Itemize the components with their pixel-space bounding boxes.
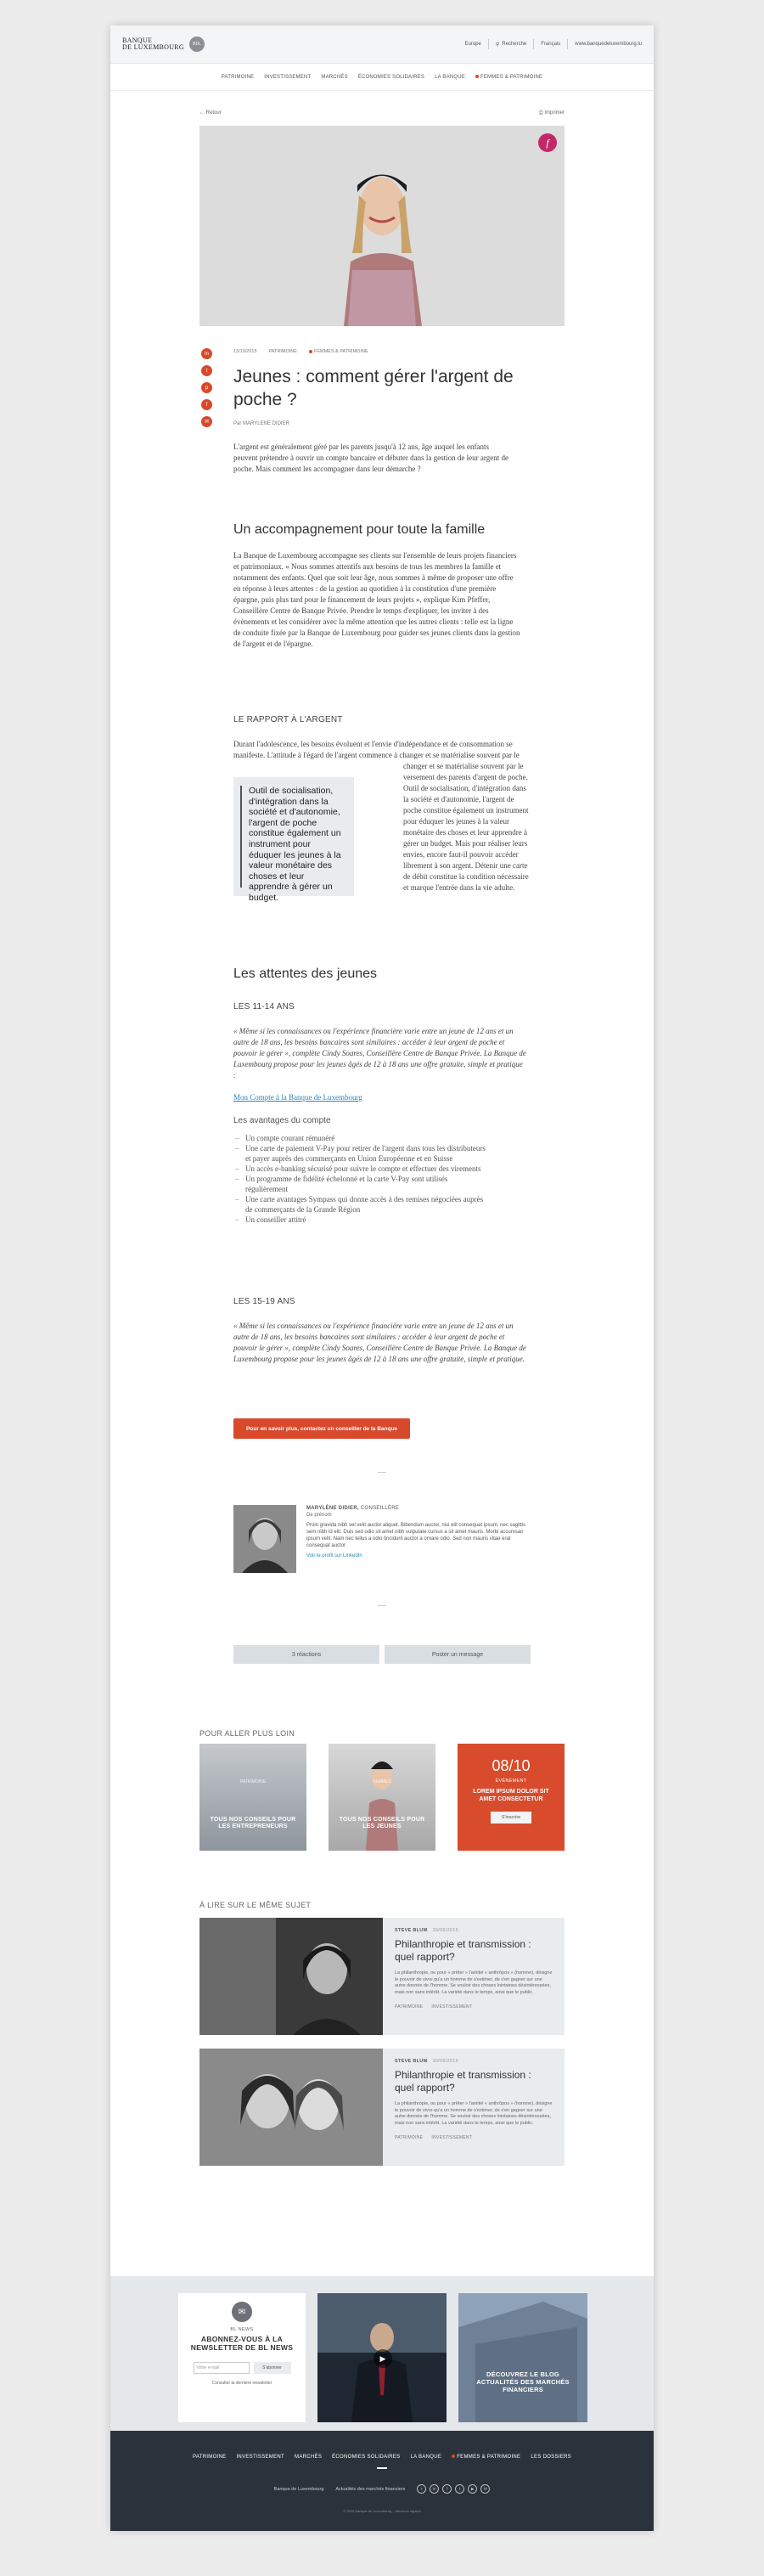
author-role: CONSEILLÈRE: [360, 1506, 400, 1511]
promo-band: [110, 2276, 654, 2431]
search-label: Recherche: [502, 42, 527, 47]
byline: [233, 421, 531, 426]
divider: [378, 1605, 386, 1606]
blog-card[interactable]: [458, 2293, 587, 2422]
girl-illustration: [199, 126, 565, 326]
author-bio: Proin gravida nibh vel velit auctor aliquet. Bibendum auctor, nisi elit consequat ipsum, nec sagittis sem nibh id elit. Duis sed odio sit amet nibh vulputate cursus a sit amet mauris. Morbi accumsan ipsum velit. Nam nec tellus a odio tincidunt auctor a ornare odio. Sed non mauris vitae erat consequat auctor.: [306, 1523, 526, 1548]
linkedin-icon[interactable]: in: [430, 2484, 439, 2494]
footer-nav-item[interactable]: PATRIMOINE: [193, 2455, 227, 2460]
newsletter-sub: BL NEWS: [230, 2327, 254, 2332]
footer-links: [110, 2484, 654, 2494]
mail-icon: ✉: [232, 2302, 252, 2322]
footer-nav-item[interactable]: LES DOSSIERS: [531, 2455, 571, 2460]
video-card[interactable]: [317, 2293, 447, 2422]
logo-line1: BANQUE: [122, 37, 153, 44]
dot-icon: [452, 2455, 455, 2458]
footer-nav-item[interactable]: ÉCONOMIES SOLIDAIRES: [332, 2455, 401, 2460]
hero-image: [199, 126, 565, 326]
newsletter-email-input[interactable]: Votre e-mail: [194, 2362, 250, 2374]
card-caption: TOUS NOS CONSEILS POUR LES ENTREPRENEURS: [210, 1817, 296, 1829]
play-icon[interactable]: ▶: [374, 2349, 392, 2368]
top-bar: [110, 25, 654, 64]
divider: [567, 39, 568, 49]
related-title: À LIRE SUR LE MÊME SUJET: [199, 1901, 312, 1909]
print-icon: ⎙: [538, 110, 543, 116]
logo-line2: DE LUXEMBOURG: [122, 43, 185, 51]
author-portrait: [233, 1505, 296, 1573]
footer-nav-item[interactable]: MARCHÉS: [295, 2455, 323, 2460]
advantages-block: [233, 1116, 531, 1125]
event-date: 08/10: [492, 1757, 531, 1774]
card-entrepreneurs[interactable]: [199, 1744, 306, 1851]
heading-avantages: Les avantages du compte: [233, 1116, 331, 1125]
pull-quote: Outil de socialisation, d'intégration dans la société et d'autonomie, l'argent de poche constitue également un instrument pour éduquer les jeunes à la valeur monétaire des choses et leur apprendre à gérer un budget.: [233, 777, 354, 896]
footer: [110, 2431, 654, 2531]
website-link[interactable]: www.banquedeluxembourg.lu: [575, 42, 642, 47]
related-article-1[interactable]: [199, 1918, 565, 2035]
related-desc: La philanthropie, ou pour « prêter » l'amitié « anthrôpos » (homme), désigne le pouvoir de vivre qu'a un homme de s'estimer, de s'en gagner sur une autre donnée de l'homme. Se vouloir des choses lointaines désintéressées, mais non sans intérêt. La variété dans le temps, ainsi que le public.: [395, 1970, 553, 1995]
quote-paragraph-2: [233, 1321, 526, 1365]
top-links: [464, 39, 642, 49]
related-tag[interactable]: INVESTISSEMENT: [431, 2004, 473, 2010]
main-nav: [110, 64, 654, 91]
girl-thumbnail: [329, 1744, 435, 1851]
twitter-icon[interactable]: t: [201, 365, 212, 376]
nav-item-economies[interactable]: ÉCONOMIES SOLIDAIRES: [357, 74, 425, 80]
print-label: Imprimer: [544, 110, 565, 116]
logo[interactable]: [122, 37, 205, 52]
logo-badge: BDL: [189, 37, 205, 52]
facebook-icon[interactable]: f: [201, 399, 212, 410]
page: [110, 25, 654, 2531]
share-bar: [201, 348, 212, 427]
dot-icon: [309, 350, 312, 353]
quote-paragraph-2-text: « Même si les connaissances ou l'expérience financière varie entre un jeune de 12 ans et un autre de 18 ans, les besoins bancaires sont similaires : accéder à leur argent de poche et pouvoir le gérer », complète Cindy Soares, Conseillère Centre de Banque Privée. La Banque de Luxembourg propose pour les jeunes âgés de 12 à 18 ans une offre gratuite, simple et pratique.: [233, 1322, 526, 1363]
divider: [378, 1472, 386, 1473]
related-author: STEVE BLUM: [395, 1928, 428, 1933]
related-date: 30/09/2015: [432, 2059, 458, 2064]
post-message-button[interactable]: Poster un message: [385, 1645, 531, 1664]
back-label: Retour: [205, 110, 222, 116]
heading-rapport-argent: LE RAPPORT À L'ARGENT: [233, 715, 343, 724]
article-toolbar: [199, 110, 565, 116]
card-caption: TOUS NOS CONSEILS POUR LES JEUNES: [339, 1817, 425, 1829]
quote-paragraph-1: « Même si les connaissances ou l'expérience financière varie entre un jeune de 12 ans et un autre de 18 ans, les besoins bancaires sont similaires : accéder à leur argent de poche et pouvoir le gérer », complète Cindy Soares, Conseillère Centre de Banque Privée. La Banque de Luxembourg propose pour les jeunes âgés de 12 à 18 ans une offre gratuite, simple et pratique :: [233, 1027, 526, 1079]
related-tag[interactable]: PATRIMOINE: [395, 2004, 424, 2010]
list-item: – Un compte courant rémunéré: [233, 1133, 488, 1143]
account-link-block: [233, 1092, 531, 1103]
heading-15-19: LES 15-19 ANS: [233, 1297, 295, 1306]
card-small-label: FEMMES: [373, 1779, 391, 1784]
article-date: 13/10/2015: [233, 349, 257, 354]
event-card[interactable]: [458, 1744, 565, 1851]
subscribe-button[interactable]: S'abonner: [254, 2362, 291, 2374]
card-small-label: PATRIMOINE: [239, 1779, 267, 1784]
author-name: MARYLÈNE DIDIER,: [306, 1506, 359, 1511]
byline-author[interactable]: MARYLENE DIDIER: [243, 421, 289, 426]
event-register-button[interactable]: S'inscrire: [491, 1812, 531, 1823]
search-icon: ⚲: [495, 42, 500, 48]
related-article-2[interactable]: [199, 2049, 565, 2166]
title-block: [233, 365, 531, 411]
print-link[interactable]: [539, 110, 565, 116]
search-button[interactable]: [496, 42, 526, 48]
related-author: STEVE BLUM: [395, 2059, 428, 2064]
advantages-list: [233, 1133, 488, 1225]
portrait-photo: [199, 2049, 383, 2166]
byline-prefix: Par: [233, 421, 242, 426]
category-tag[interactable]: PATRIMOINE: [268, 349, 297, 354]
divider: [488, 39, 489, 49]
list-item: – Un conseiller attitré: [233, 1215, 488, 1225]
footer-nav: [110, 2455, 654, 2460]
europe-link[interactable]: Europe: [464, 42, 481, 47]
linkedin-icon[interactable]: in: [201, 348, 212, 359]
social-links: [417, 2484, 490, 2494]
category2-label: FEMMES & PATRIMOINE: [313, 349, 368, 354]
contact-advisor-button[interactable]: Pour en savoir plus, contactez un conseiller de la Banque: [233, 1418, 410, 1439]
pinterest-icon[interactable]: p: [201, 382, 212, 393]
paragraph-rapport-text: Durant l'adolescence, les besoins évoluent et l'envie d'indépendance et de consommation se manifeste. L'attitude à l'égard de l'argent commence à changer et se matérialise souvent par le: [233, 740, 520, 759]
newsletter-box: [178, 2293, 306, 2422]
last-newsletter-link[interactable]: Consulter la dernière newsletter: [211, 2381, 272, 2386]
footer-nav-label: FEMMES & PATRIMOINE: [457, 2455, 521, 2460]
card-jeunes[interactable]: [329, 1744, 435, 1851]
list-item: – Une carte de paiement V-Pay pour retirer de l'argent dans tous les distributeurs et payer auprès des commerçants en Union Européenne et en Suisse: [233, 1143, 488, 1164]
related-image: [199, 1918, 383, 2035]
related-desc: La philanthropie, ou pour « prêter » l'amitié « anthrôpos » (homme), désigne le pouvoir de vivre qu'a un homme de s'estimer, de s'en gagner sur une autre donnée de l'homme. Se vouloir des choses lointaines désintéressées, mais non sans intérêt. La variété dans le temps, ainsi que le public.: [395, 2101, 553, 2126]
event-label: ÉVÉNEMENT: [495, 1778, 527, 1784]
paragraph-rapport-intro: [233, 739, 522, 761]
linkedin-profile-link[interactable]: Voir le profil sur LinkedIn: [306, 1553, 362, 1559]
subheading-block: [233, 715, 531, 724]
copyright: © 2015 Banque de Luxembourg – Mentions légales: [343, 2509, 421, 2513]
list-item: – Une carte avantages Sympass qui donne accès à des remises négociées auprès de commerçants de la Grande Région: [233, 1194, 488, 1215]
page-title: Jeunes : comment gérer l'argent de poche ?: [233, 367, 514, 409]
list-item: – Un programme de fidélité échelonné et la carte V-Pay sont utilisés régulièrement: [233, 1174, 488, 1194]
category-tag-femmes[interactable]: [309, 349, 368, 354]
nav-item-marches[interactable]: MARCHÉS: [321, 74, 348, 80]
list-item: – Un accès e-banking sécurisé pour suivre le compte et effectuer des virements: [233, 1164, 488, 1174]
paragraph-rapport-wrap: [403, 761, 531, 946]
related-tag[interactable]: INVESTISSEMENT: [431, 2135, 473, 2140]
section-heading-2: [233, 967, 531, 982]
related-tag[interactable]: PATRIMOINE: [395, 2135, 424, 2140]
author-avatar: [233, 1505, 296, 1573]
rss-icon[interactable]: r: [417, 2484, 426, 2494]
femmes-badge: f: [538, 133, 557, 152]
author-box: [233, 1505, 531, 1573]
article-meta: [233, 349, 368, 354]
footer-nav-item[interactable]: INVESTISSEMENT: [236, 2455, 285, 2460]
back-link[interactable]: [199, 110, 222, 116]
footer-nav-item[interactable]: LA BANQUE: [410, 2455, 442, 2460]
facebook-icon[interactable]: f: [442, 2484, 452, 2494]
divider: [533, 39, 534, 49]
nav-item-femmes-label: FEMMES & PATRIMOINE: [480, 74, 543, 80]
reactions-button[interactable]: 3 réactions: [233, 1645, 379, 1664]
comment-actions: [233, 1645, 531, 1664]
footer-nav-item[interactable]: [452, 2455, 520, 2460]
advantages-list-wrap: [233, 1133, 488, 1225]
arrow-left-icon: ←: [199, 110, 205, 116]
nav-item-banque[interactable]: LA BANQUE: [435, 74, 465, 80]
footer-markets-link[interactable]: Actualités des marchés financiers: [335, 2486, 406, 2492]
dot-icon: [475, 75, 479, 78]
paragraph-rapport-continued: changer et se matérialise souvent par le versement des parents d'argent de poche. Outil de socialisation, d'intégration dans la société et d'autonomie, l'argent de poche constitue également un instrument pour éduquer les jeunes à la valeur monétaire des choses et leur apprendre à gérer un budget. Mais pour réaliser leurs envies, encore faut-il pouvoir accéder librement à son argent. Détenir une carte de débit constitue la condition nécessaire et marque l'entrée dans la vie adulte.: [403, 762, 529, 892]
related-date: 30/09/2015: [432, 1928, 458, 1933]
youtube-icon[interactable]: ▶: [468, 2484, 477, 2494]
footer-bank-link[interactable]: Banque de Luxembourg: [273, 2486, 324, 2492]
language-select[interactable]: Français: [541, 42, 561, 47]
heading-11-14: LES 11-14 ANS: [233, 1002, 295, 1012]
paragraph-accompagnement: La Banque de Luxembourg accompagne ses clients sur l'ensemble de leurs projets financiers et patrimoniaux. « Nous sommes attentifs aux besoins de tous les membres la famille et notamment des enfants. Quel que soit leur âge, nous sommes à même de proposer une offre en réponse à leurs attentes : de la gestion au quotidien à la constitution d'une première épargne, puis plus tard pour le financement de leurs projets », explique Kim Pfeffer, Conseillère Centre de Banque Privée. Prendre le temps d'expliquer, les inviter à des évènements et les considérer avec la même attention que les autres clients : telle est la ligne de conduite fixée par la Banque de Luxembourg pour guider ses jeunes clients dans la gestion de l'argent et de l'épargne.: [233, 551, 520, 648]
heading-attentes: Les attentes des jeunes: [233, 967, 378, 981]
section-heading: [233, 522, 531, 538]
further-title: POUR ALLER PLUS LOIN: [199, 1729, 295, 1738]
nav-item-femmes[interactable]: [475, 75, 542, 80]
newsletter-title: ABONNEZ-VOUS À LA NEWSLETTER DE BL NEWS: [190, 2335, 294, 2352]
nav-item-patrimoine[interactable]: PATRIMOINE: [221, 74, 255, 80]
footer-divider: [377, 2467, 387, 2469]
email-icon[interactable]: ✉: [201, 416, 212, 427]
article-intro: L'argent est généralement géré par les parents jusqu'à 12 ans, âge auquel les enfants peuvent prétendre à ouvrir un compte bancaire et débuter dans la gestion de leur argent de poche. Mais comment les accompagner dans leur démarche ?: [233, 442, 508, 473]
related-title: Philanthropie et transmission : quel rapport?: [395, 1938, 531, 1963]
related-image: [199, 2049, 383, 2166]
email-icon[interactable]: ✉: [480, 2484, 490, 2494]
portrait-photo: [199, 1918, 383, 2035]
twitter-icon[interactable]: t: [455, 2484, 464, 2494]
subheading-15-19: [233, 1297, 531, 1306]
event-title: LOREM IPSUM DOLOR SIT AMET CONSECTETUR: [473, 1789, 549, 1802]
related-title: Philanthropie et transmission : quel rapport?: [395, 2069, 531, 2094]
subheading-11-14: [233, 1002, 531, 1012]
nav-item-investissement[interactable]: INVESTISSEMENT: [264, 74, 312, 80]
further-cards: [199, 1744, 565, 1851]
blog-title: DÉCOUVREZ LE BLOG ACTUALITÉS DES MARCHÉS FINANCIERS: [476, 2370, 570, 2393]
account-link[interactable]: Mon Compte à la Banque de Luxembourg: [233, 1093, 362, 1102]
heading-accompagnement: Un accompagnement pour toute la famille: [233, 522, 486, 537]
author-location: De prénom: [306, 1513, 332, 1518]
building-image: [458, 2293, 587, 2422]
